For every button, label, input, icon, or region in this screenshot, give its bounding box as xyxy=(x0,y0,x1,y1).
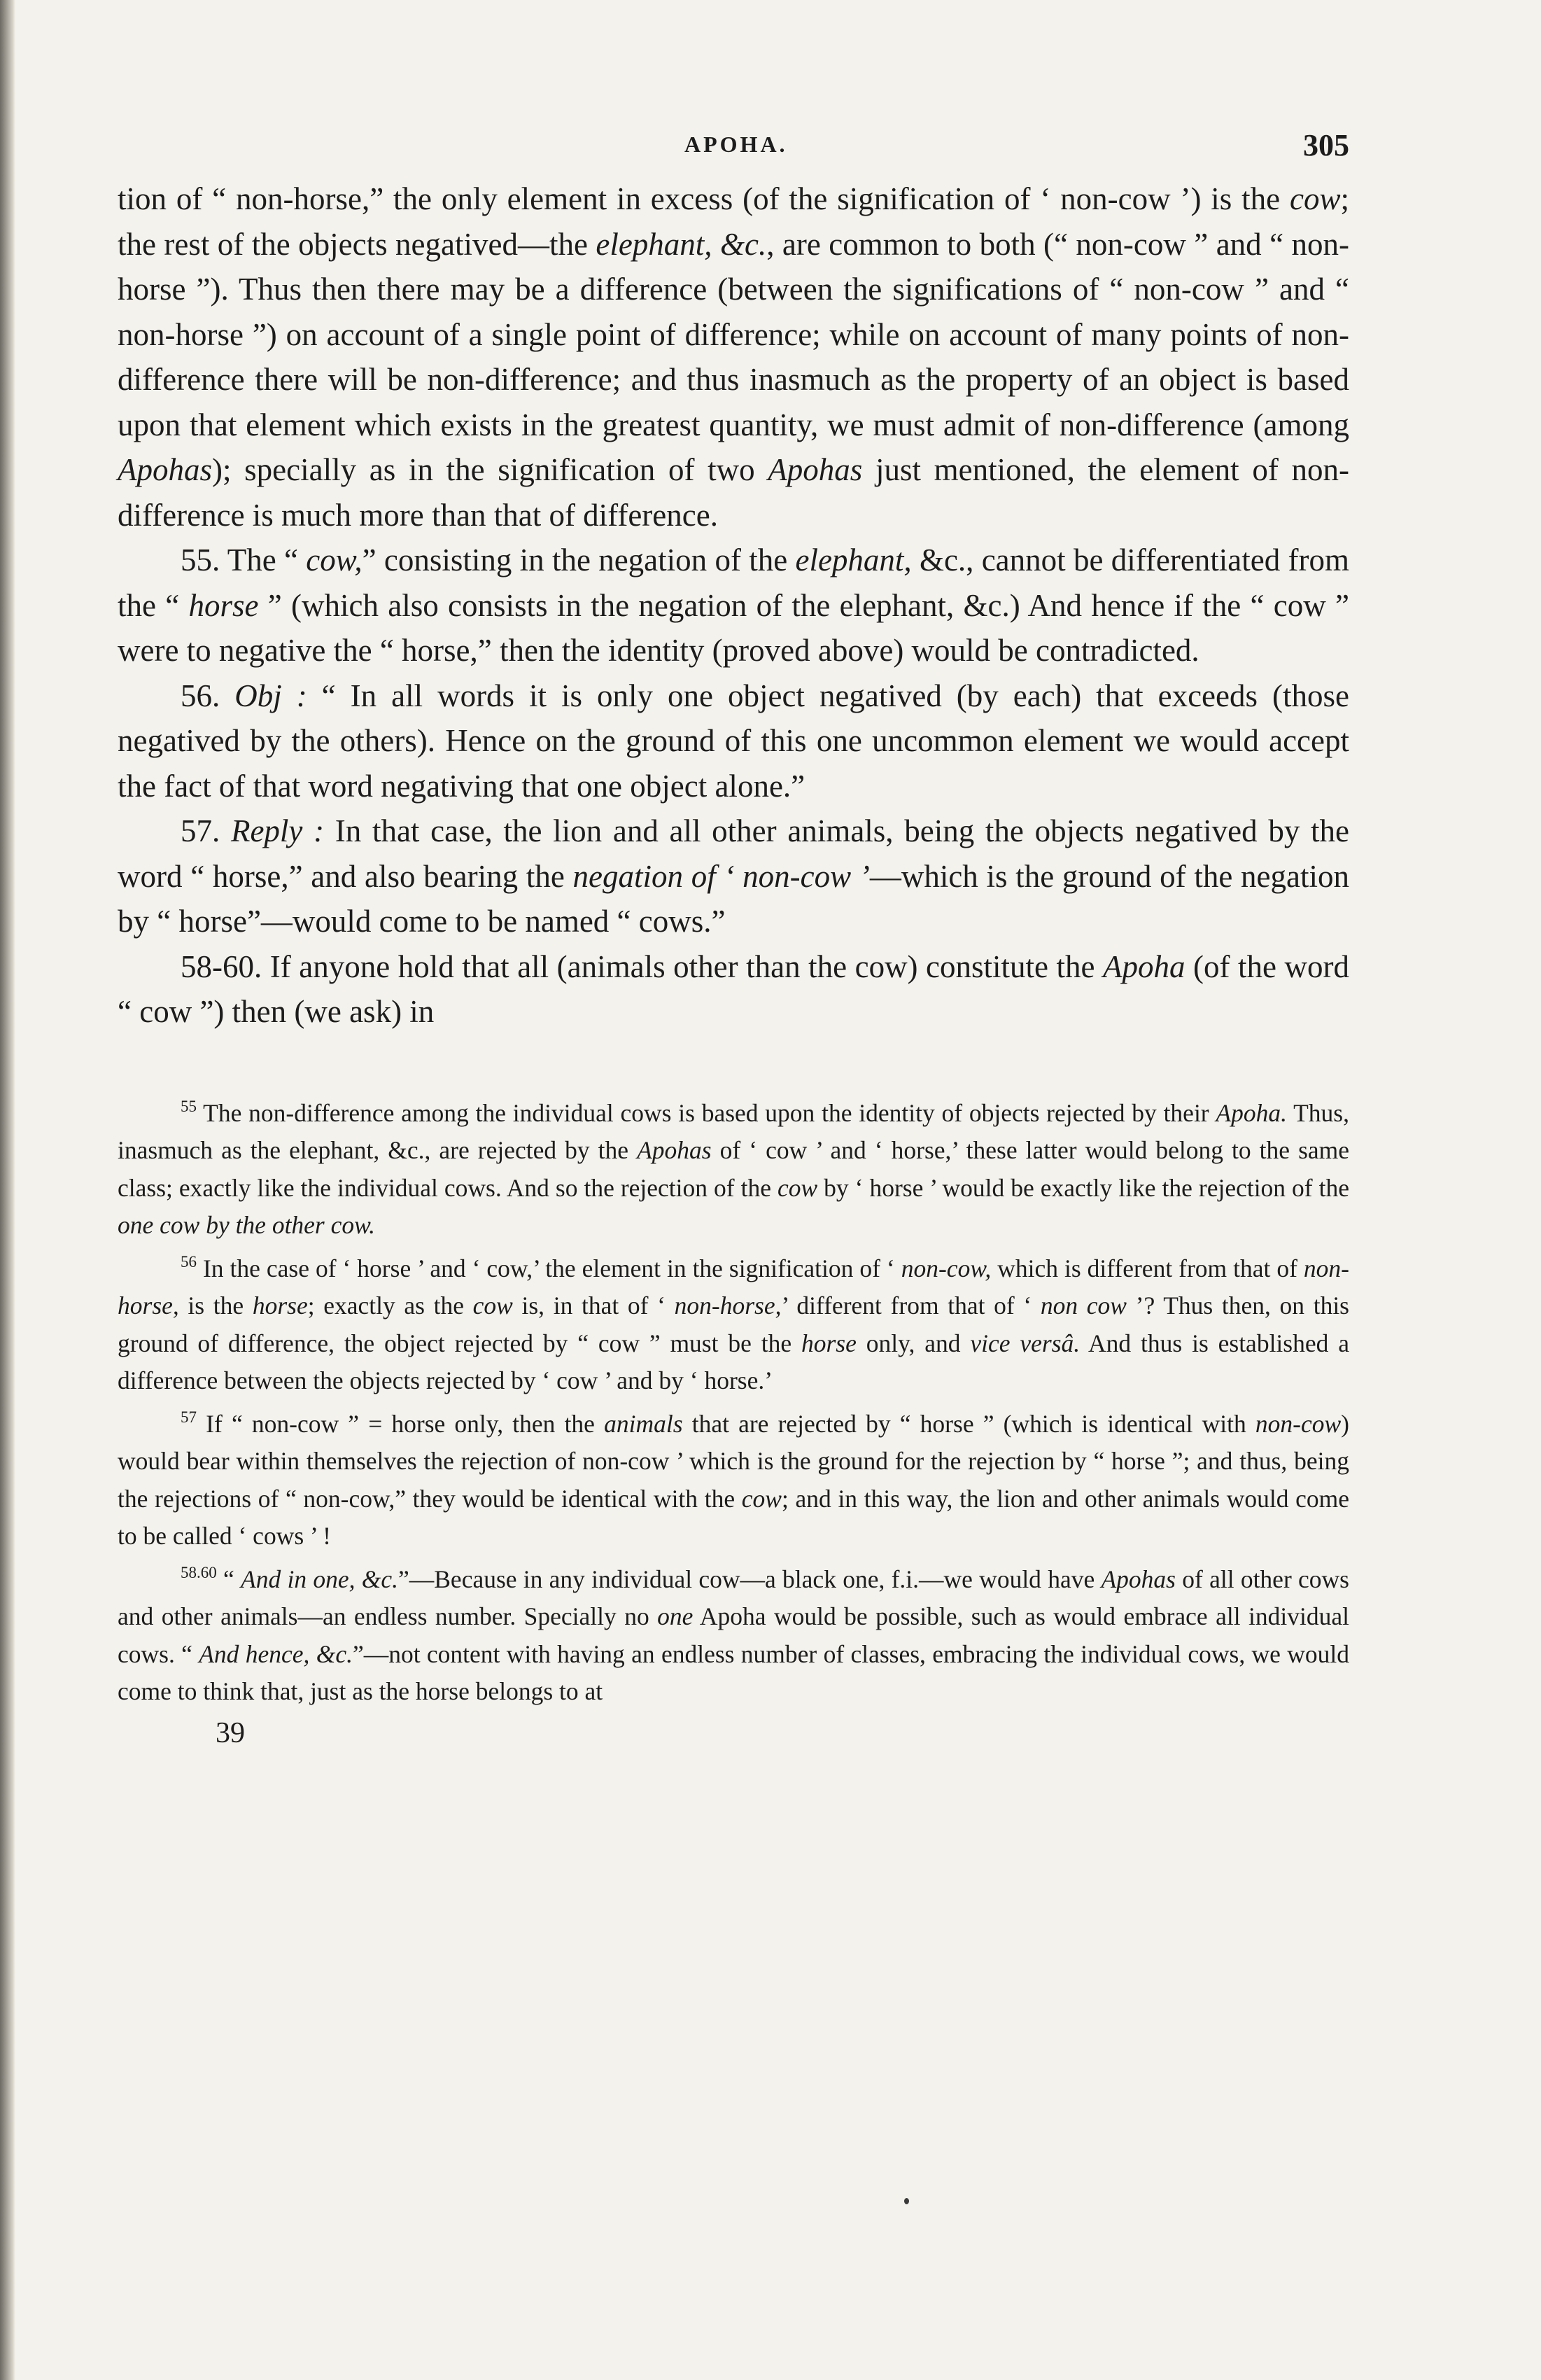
ink-speck xyxy=(904,2198,909,2204)
running-head-title: APOHA. xyxy=(684,132,788,157)
paragraph-56: 56. Obj : “ In all words it is only one object negatived (by each) that exceeds (those negatived by the others). Hence on the ground of this one uncommon element we would accept the fact of that word negativing that one object alone.” xyxy=(118,678,1349,804)
paragraph-58-60: 58-60. If anyone hold that all (animals other than the cow) constitute the Apoha (of the word “ cow ”) then (we ask) in xyxy=(118,948,1349,1029)
footnote-55: $^{55}$ The non-difference among the individual cows is based upon the identity of objects rejected by their Apoha. Thus, inasmuch as the elephant, &c., are rejected by the Apohas of ‘ cow ’ and ‘ horse,’ these latter would belong to the same class; exactly like the individual cows. And so the rejection of the cow by ‘ horse ’ would be exactly like the rejection of the one cow by the other cow. xyxy=(118,1097,1350,1239)
footnote-56: $^{56}$ In the case of ‘ horse ’ and ‘ cow,’ the element in the signification of ‘ non-cow, which is different from that of non-horse, is the horse; exactly as the cow is, in that of ‘ non-horse,’ different from that of ‘ non cow ’? Thus then, on this ground of difference, the object rejected by “ cow ” must be the horse only, and vice versâ. And thus is established a difference between the objects rejected by ‘ cow ’ and by ‘ horse.’ xyxy=(118,1252,1349,1394)
footnote-58-60: $^{58.60}$ “ And in one, &c.”—Because in any individual cow—a black one, f.i.—we would have Apohas of all other cows and other animals—an endless number. Specially no one Apoha would be possible, such as would embrace all individual cows. “ And hence, &c.”—not content with having an endless number of classes, embracing the individual cows, we would come to think that, just as the horse belongs to at xyxy=(118,1563,1349,1705)
footnote-57: $^{57}$ If “ non-cow ” = horse only, then the animals that are rejected by “ horse ” (which is identical with non-cow) would bear within themselves the rejection of non-cow ’ which is the ground for the rejection by “ horse ”; and thus, being the rejections of “ non-cow,” they would be identical with the cow; and in this way, the lion and other animals would come to be called ‘ cows ’ ! xyxy=(118,1408,1349,1550)
paragraph-continuation: tion of “ non-horse,” the only element in excess (of the signification of ‘ non-cow ’) is the cow; the rest of the objects negatived—the elephant, &c., are common to both (“ non-cow ” and “ non-horse ”). Thus then there may be a difference (between the significations of “ non-cow ” and “ non-horse ”) on account of a single point of difference; while on account of many points of non-difference there will be non-difference; and thus inasmuch as the property of an object is based upon that element which exists in the greatest quantity, we must admit of non-difference (among Apohas); specially as in the signification of two Apohas just mentioned, the element of non-difference is much more than that of difference. xyxy=(118,181,1349,533)
main-text xyxy=(118,176,1349,1035)
signature-mark: 39 xyxy=(216,1716,245,1749)
page-number: 305 xyxy=(1303,128,1349,162)
footnotes xyxy=(118,1095,1349,1711)
paragraph-55: 55. The “ cow,” consisting in the negation of the elephant, &c., cannot be differentiated from the “ horse ” (which also consists in the negation of the elephant, &c.) And hence if the “ cow ” were to negative the “ horse,” then the identity (proved above) would be contradicted. xyxy=(118,542,1350,668)
running-head xyxy=(118,118,1349,167)
book-binding-shadow xyxy=(0,0,15,2380)
book-page xyxy=(118,118,1349,1750)
paragraph-57: 57. Reply : In that case, the lion and all other animals, being the objects negatived by the word “ horse,” and also bearing the negation of ‘ non-cow ’—which is the ground of the negation by “ horse”—would come to be named “ cows.” xyxy=(118,813,1350,939)
